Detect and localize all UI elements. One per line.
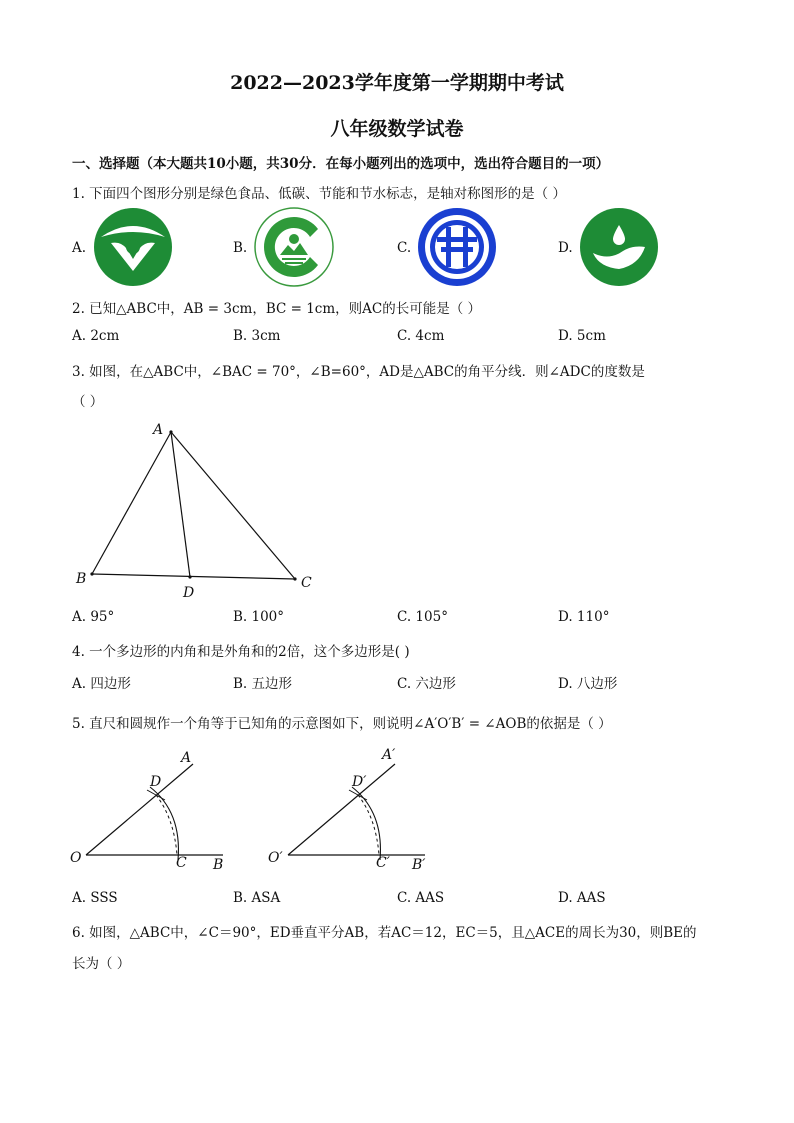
question-5-stem: 5. 直尺和圆规作一个角等于已知角的示意图如下，则说明∠A′O′B′ = ∠AOB的依据是（ ）	[72, 716, 612, 732]
page-subtitle: 八年级数学试卷	[330, 118, 464, 140]
q5-option-d: D. AAS	[558, 890, 606, 906]
q3-option-c: C. 105°	[397, 609, 448, 625]
right-label-o: O′	[268, 850, 283, 866]
question-3-stem-cont: （ ）	[72, 394, 104, 410]
left-label-c: C	[176, 855, 187, 871]
q1-option-d: D.	[558, 240, 573, 256]
page-title: 2022—2023学年度第一学期期中考试	[230, 72, 564, 94]
q4-option-b: B. 五边形	[233, 676, 293, 692]
label-b: B	[76, 571, 87, 587]
q3-option-d: D. 110°	[558, 609, 610, 625]
q3-option-b: B. 100°	[233, 609, 285, 625]
q5-option-c: C. AAS	[397, 890, 445, 906]
question-1-stem: 1. 下面四个图形分别是绿色食品、低碳、节能和节水标志，是轴对称图形的是（ ）	[72, 186, 566, 202]
q5-option-b: B. ASA	[233, 890, 281, 906]
left-label-o: O	[70, 850, 82, 866]
q2-option-c: C. 4cm	[397, 328, 445, 344]
right-label-a: A′	[382, 747, 396, 763]
q2-option-b: B. 3cm	[233, 328, 281, 344]
right-label-c: C′	[376, 855, 390, 871]
question-4-stem: 4. 一个多边形的内角和是外角和的2倍，这个多边形是( )	[72, 644, 410, 660]
label-d: D	[183, 585, 195, 601]
q4-option-a: A. 四边形	[72, 676, 131, 692]
section-heading: 一、选择题（本大题共10小题，共30分．在每小题列出的选项中，选出符合题目的一项）	[72, 156, 610, 172]
label-c: C	[301, 575, 312, 591]
q4-option-c: C. 六边形	[397, 676, 456, 692]
q1-option-b: B.	[233, 240, 248, 256]
q1-option-a: A.	[72, 240, 87, 256]
q5-option-a: A. SSS	[72, 890, 118, 906]
right-label-d: D′	[352, 774, 367, 790]
q4-option-d: D. 八边形	[558, 676, 618, 692]
q2-option-a: A. 2cm	[72, 328, 120, 344]
question-3-stem: 3. 如图，在△ABC中，∠BAC = 70°，∠B=60°，AD是△ABC的角平分线．则∠ADC的度数是	[72, 364, 645, 380]
question-6-stem-cont: 长为（ ）	[72, 956, 131, 972]
left-label-a: A	[181, 750, 192, 766]
question-2-stem: 2. 已知△ABC中，AB = 3cm，BC = 1cm，则AC的长可能是（ ）	[72, 301, 482, 317]
q3-option-a: A. 95°	[72, 609, 115, 625]
q2-option-d: D. 5cm	[558, 328, 606, 344]
left-label-d: D	[150, 774, 162, 790]
question-6-stem: 6. 如图，△ABC中，∠C＝90°，ED垂直平分AB，若AC＝12，EC＝5，且△ACE的周长为30，则BE的	[72, 925, 697, 941]
label-a: A	[153, 422, 164, 438]
left-label-b: B	[213, 857, 224, 873]
q1-option-c: C.	[397, 240, 412, 256]
right-label-b: B′	[412, 857, 426, 873]
